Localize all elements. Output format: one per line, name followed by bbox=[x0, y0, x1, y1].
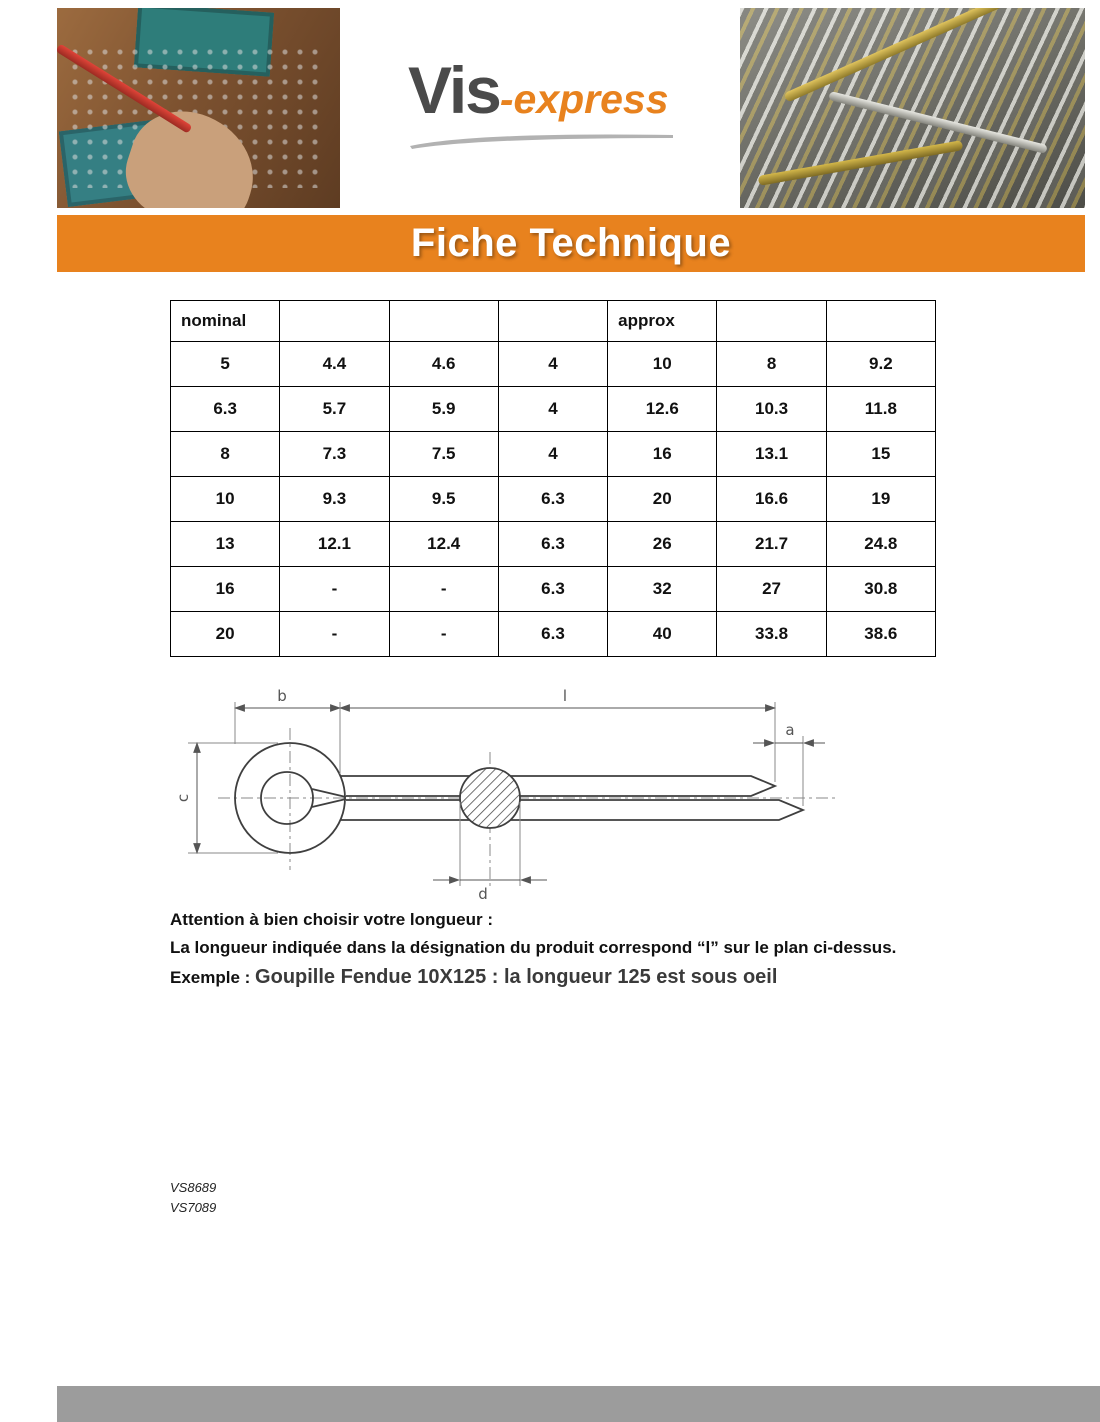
table-row bbox=[171, 522, 936, 567]
table-header-cell bbox=[498, 301, 607, 342]
photo-decoration bbox=[783, 8, 1008, 103]
table-cell: 7.5 bbox=[389, 432, 498, 477]
table-cell: 4.6 bbox=[389, 342, 498, 387]
table-cell: 12.1 bbox=[280, 522, 389, 567]
dim-label-l: l bbox=[562, 688, 568, 705]
brand-logo bbox=[408, 52, 708, 150]
table-cell: 12.6 bbox=[608, 387, 717, 432]
ref-code: VS8689 bbox=[170, 1180, 217, 1195]
table-cell: 20 bbox=[608, 477, 717, 522]
table-cell: 21.7 bbox=[717, 522, 826, 567]
note-length-info: La longueur indiquée dans la désignation du produit correspond “l” sur le plan ci-dessus. bbox=[170, 937, 897, 957]
table-cell: 15 bbox=[826, 432, 935, 477]
product-refs bbox=[170, 1178, 216, 1218]
table-cell: - bbox=[280, 567, 389, 612]
table-cell: 27 bbox=[717, 567, 826, 612]
table-row bbox=[171, 477, 936, 522]
table-header-cell bbox=[717, 301, 826, 342]
table-header-row bbox=[171, 301, 936, 342]
table-cell: 5.9 bbox=[389, 387, 498, 432]
dim-label-c: c bbox=[174, 793, 192, 803]
table-cell: 4 bbox=[498, 432, 607, 477]
table-cell: 16.6 bbox=[717, 477, 826, 522]
table-cell: 10.3 bbox=[717, 387, 826, 432]
table-header-cell bbox=[826, 301, 935, 342]
table-row bbox=[171, 387, 936, 432]
dim-label-b: b bbox=[277, 688, 287, 705]
table-cell: 13 bbox=[171, 522, 280, 567]
table-header-cell: approx bbox=[608, 301, 717, 342]
table-cell: - bbox=[389, 567, 498, 612]
table-cell: 11.8 bbox=[826, 387, 935, 432]
photo-decoration bbox=[758, 140, 964, 186]
table-cell: 24.8 bbox=[826, 522, 935, 567]
logo-swoosh-icon bbox=[408, 130, 678, 150]
table-cell: 5 bbox=[171, 342, 280, 387]
table-cell: 10 bbox=[608, 342, 717, 387]
table-cell: 5.7 bbox=[280, 387, 389, 432]
table-cell: 16 bbox=[171, 567, 280, 612]
table-row bbox=[171, 432, 936, 477]
footer-bar bbox=[57, 1386, 1100, 1422]
brand-name-main: Vis bbox=[408, 53, 500, 127]
table-header-cell bbox=[389, 301, 498, 342]
cotter-pin-diagram bbox=[170, 688, 940, 908]
note-example-prefix: Exemple : bbox=[170, 968, 251, 988]
cross-section bbox=[460, 768, 520, 828]
table-cell: 4 bbox=[498, 342, 607, 387]
table-cell: 6.3 bbox=[498, 612, 607, 657]
table-cell: 6.3 bbox=[171, 387, 280, 432]
table-cell: 7.3 bbox=[280, 432, 389, 477]
table-cell: 16 bbox=[608, 432, 717, 477]
table-cell: 19 bbox=[826, 477, 935, 522]
table-head bbox=[171, 301, 936, 342]
table-cell: 6.3 bbox=[498, 477, 607, 522]
ref-code: VS7089 bbox=[170, 1200, 217, 1216]
table-header-cell: nominal bbox=[171, 301, 280, 342]
table-cell: 30.8 bbox=[826, 567, 935, 612]
page-title: Fiche Technique bbox=[410, 221, 732, 265]
table-cell: 40 bbox=[608, 612, 717, 657]
table-cell: 9.2 bbox=[826, 342, 935, 387]
note-attention: Attention à bien choisir votre longueur : bbox=[170, 910, 494, 929]
table-cell: 10 bbox=[171, 477, 280, 522]
table-cell: 9.3 bbox=[280, 477, 389, 522]
brand-name-suffix: -express bbox=[499, 76, 669, 122]
header-photo-right bbox=[740, 8, 1085, 208]
notes bbox=[170, 908, 970, 995]
table-cell: 13.1 bbox=[717, 432, 826, 477]
table-cell: 12.4 bbox=[389, 522, 498, 567]
spec-table bbox=[170, 300, 936, 657]
dim-label-d: d bbox=[478, 885, 488, 903]
table-cell: 8 bbox=[717, 342, 826, 387]
table-cell: 26 bbox=[608, 522, 717, 567]
table-row bbox=[171, 567, 936, 612]
table-cell: 4 bbox=[498, 387, 607, 432]
table-row bbox=[171, 612, 936, 657]
title-banner bbox=[57, 215, 1085, 272]
table-cell: 9.5 bbox=[389, 477, 498, 522]
table-cell: - bbox=[280, 612, 389, 657]
note-example bbox=[170, 963, 970, 992]
table-cell: - bbox=[389, 612, 498, 657]
table-cell: 6.3 bbox=[498, 567, 607, 612]
table-cell: 8 bbox=[171, 432, 280, 477]
table-cell: 33.8 bbox=[717, 612, 826, 657]
table-body bbox=[171, 342, 936, 657]
table-header-cell bbox=[280, 301, 389, 342]
table-cell: 38.6 bbox=[826, 612, 935, 657]
table-cell: 6.3 bbox=[498, 522, 607, 567]
header-photo-left bbox=[57, 8, 340, 208]
table-cell: 4.4 bbox=[280, 342, 389, 387]
table-row bbox=[171, 342, 936, 387]
table-cell: 20 bbox=[171, 612, 280, 657]
note-example-text: Goupille Fendue 10X125 : la longueur 125 est sous oeil bbox=[255, 966, 778, 989]
table-cell: 32 bbox=[608, 567, 717, 612]
dim-label-a: a bbox=[785, 721, 795, 739]
